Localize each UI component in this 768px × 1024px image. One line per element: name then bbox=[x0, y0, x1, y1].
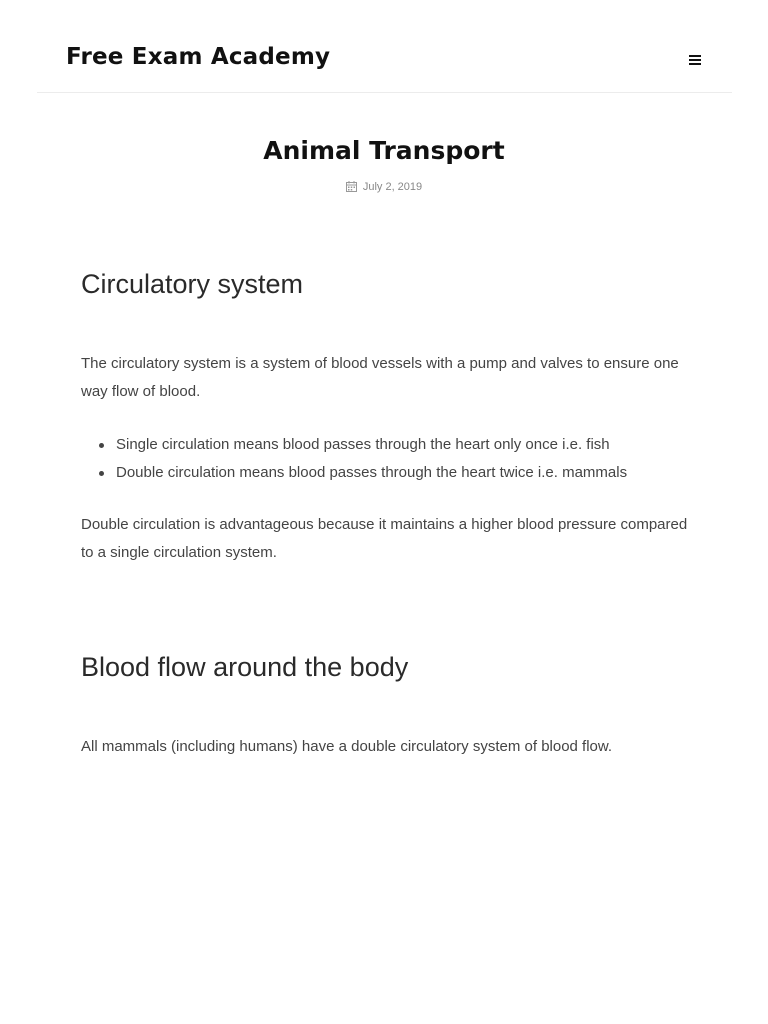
post-date-link[interactable]: July 2, 2019 bbox=[362, 181, 423, 193]
paragraph-blood-flow-intro: All mammals (including humans) have a double circulatory system of blood flow. bbox=[81, 738, 613, 755]
site-header bbox=[37, 0, 732, 93]
section-heading-blood-flow: Blood flow around the body bbox=[81, 652, 409, 682]
circulation-types-list bbox=[81, 431, 627, 487]
paragraph-circulatory-intro: The circulatory system is a system of blood vessels with a pump and valves to ensure one way flow of blood. bbox=[81, 355, 679, 400]
calendar-icon bbox=[346, 181, 357, 192]
list-item: Single circulation means blood passes through the heart only once i.e. fish bbox=[81, 431, 627, 459]
site-title-link[interactable]: Free Exam Academy bbox=[66, 44, 331, 70]
list-item: Double circulation means blood passes through the heart twice i.e. mammals bbox=[81, 459, 627, 487]
hamburger-menu-icon[interactable] bbox=[689, 55, 703, 69]
section-heading-circulatory-system: Circulatory system bbox=[81, 269, 304, 299]
post-title: Animal Transport bbox=[263, 136, 505, 165]
post-meta bbox=[0, 180, 768, 194]
paragraph-double-circulation-advantage: Double circulation is advantageous because it maintains a higher blood pressure compared to a single circulation system. bbox=[81, 516, 688, 561]
